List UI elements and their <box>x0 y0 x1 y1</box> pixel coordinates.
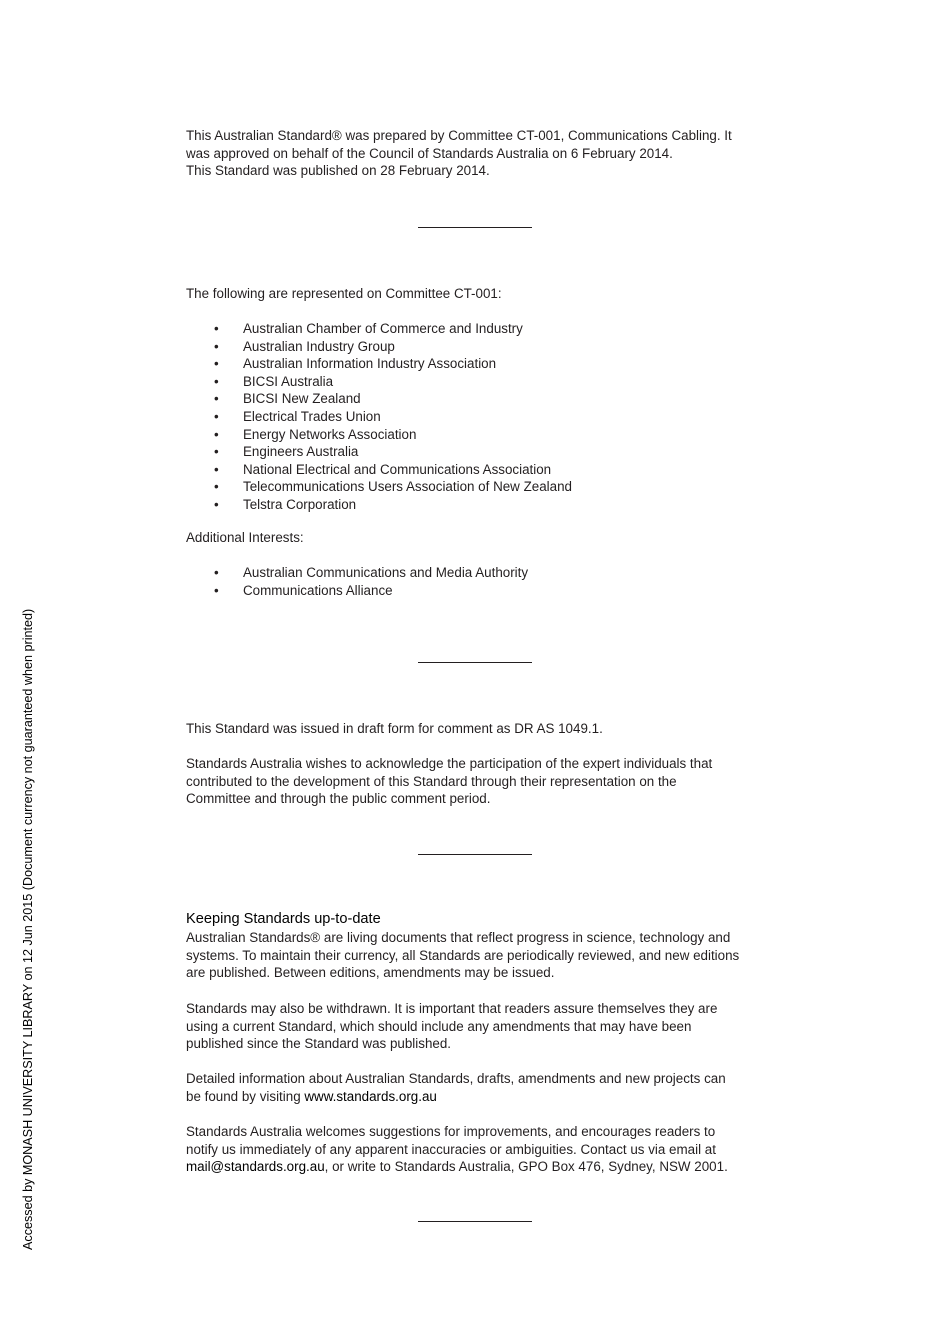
bullet-icon: • <box>214 391 219 407</box>
list-item: • Australian Industry Group <box>214 338 395 354</box>
additional-interests-heading <box>186 529 776 547</box>
paragraph-line: systems. To maintain their currency, all Standards are periodically reviewed, and new editions <box>186 947 740 963</box>
paragraph-line: mail@standards.org.au, or write to Standards Australia, GPO Box 476, Sydney, NSW 2001. <box>186 1159 728 1175</box>
list-item: • Communications Alliance <box>214 582 393 598</box>
bullet-icon: • <box>214 582 219 598</box>
list-item: • Telecommunications Users Association of New Zealand <box>214 479 572 495</box>
additional-interests <box>186 564 776 599</box>
paragraph-line: Detailed information about Australian Standards, drafts, amendments and new projects can <box>186 1071 726 1086</box>
additional-interests-label: Additional Interests: <box>186 530 304 545</box>
withdrawal-paragraph <box>186 1000 776 1053</box>
bullet-icon: • <box>214 461 219 477</box>
publication-line: This Standard was published on 28 February 2014. <box>186 163 490 179</box>
acknowledgement-line: contributed to the development of this Standard through their representation on the <box>186 773 677 789</box>
list-item: • Electrical Trades Union <box>214 408 381 424</box>
feedback-paragraph <box>186 1123 776 1176</box>
bullet-icon: • <box>214 496 219 512</box>
bullet-icon: • <box>214 338 219 354</box>
preparation-statement <box>186 127 776 180</box>
email-link[interactable]: mail@standards.org.au <box>186 1159 325 1175</box>
keeping-up-to-date-section <box>186 910 776 982</box>
bullet-icon: • <box>214 373 219 389</box>
committee-intro-text: The following are represented on Committee CT-001: <box>186 286 502 301</box>
acknowledgement-line: Standards Australia wishes to acknowledge the participation of the expert individuals that <box>186 756 713 771</box>
list-item: • National Electrical and Communications Association <box>214 461 552 477</box>
committee-member-list <box>186 320 776 514</box>
bullet-icon: • <box>214 444 219 460</box>
list-item: • Telstra Corporation <box>214 496 357 512</box>
acknowledgement-line: Committee and through the public comment period. <box>186 791 491 807</box>
additional-interests-list <box>186 564 776 599</box>
paragraph-line: Standards Australia welcomes suggestions for improvements, and encourages readers to <box>186 1124 716 1139</box>
bullet-icon: • <box>214 408 219 424</box>
bullet-icon: • <box>214 479 219 495</box>
bullet-icon: • <box>214 426 219 442</box>
draft-notice <box>186 720 776 738</box>
paragraph-line: using a current Standard, which should include any amendments that may have been <box>186 1018 692 1034</box>
list-item: • BICSI New Zealand <box>214 391 361 407</box>
paragraph-line: Australian Standards® are living documents that reflect progress in science, technology and <box>186 930 731 945</box>
draft-issued-text: This Standard was issued in draft form for comment as DR AS 1049.1. <box>186 721 603 736</box>
bullet-icon: • <box>214 321 219 336</box>
paragraph-line: published since the Standard was published. <box>186 1036 452 1052</box>
list-item: • Australian Communications and Media Authority <box>214 565 529 580</box>
list-item: • BICSI Australia <box>214 373 334 389</box>
access-watermark: Accessed by MONASH UNIVERSITY LIBRARY on 12 Jun 2015 (Document currency not guaranteed when printed) <box>21 608 35 1250</box>
list-item: • Australian Information Industry Association <box>214 356 497 372</box>
list-item: • Engineers Australia <box>214 444 359 460</box>
committee-members <box>186 320 776 514</box>
list-item: • Energy Networks Association <box>214 426 417 442</box>
preparation-line: was approved on behalf of the Council of Standards Australia on 6 February 2014. <box>186 145 673 161</box>
preparation-line: This Australian Standard® was prepared by Committee CT-001, Communications Cabling. It <box>186 128 732 143</box>
section-heading: Keeping Standards up-to-date <box>186 911 381 927</box>
committee-intro <box>186 285 776 303</box>
section-divider <box>418 662 532 663</box>
website-link[interactable]: www.standards.org.au <box>304 1088 437 1104</box>
paragraph-line: be found by visiting www.standards.org.au <box>186 1088 437 1104</box>
list-item: • Australian Chamber of Commerce and Industry <box>214 321 523 336</box>
paragraph-line: Standards may also be withdrawn. It is important that readers assure themselves they are <box>186 1001 718 1016</box>
acknowledgement <box>186 755 776 808</box>
information-paragraph <box>186 1070 776 1105</box>
section-divider <box>418 227 532 228</box>
bullet-icon: • <box>214 356 219 372</box>
paragraph-line: notify us immediately of any apparent inaccuracies or ambiguities. Contact us via email at <box>186 1141 716 1157</box>
section-divider <box>418 854 532 855</box>
paragraph-line: are published. Between editions, amendments may be issued. <box>186 965 555 981</box>
section-divider <box>418 1221 532 1222</box>
bullet-icon: • <box>214 565 219 580</box>
